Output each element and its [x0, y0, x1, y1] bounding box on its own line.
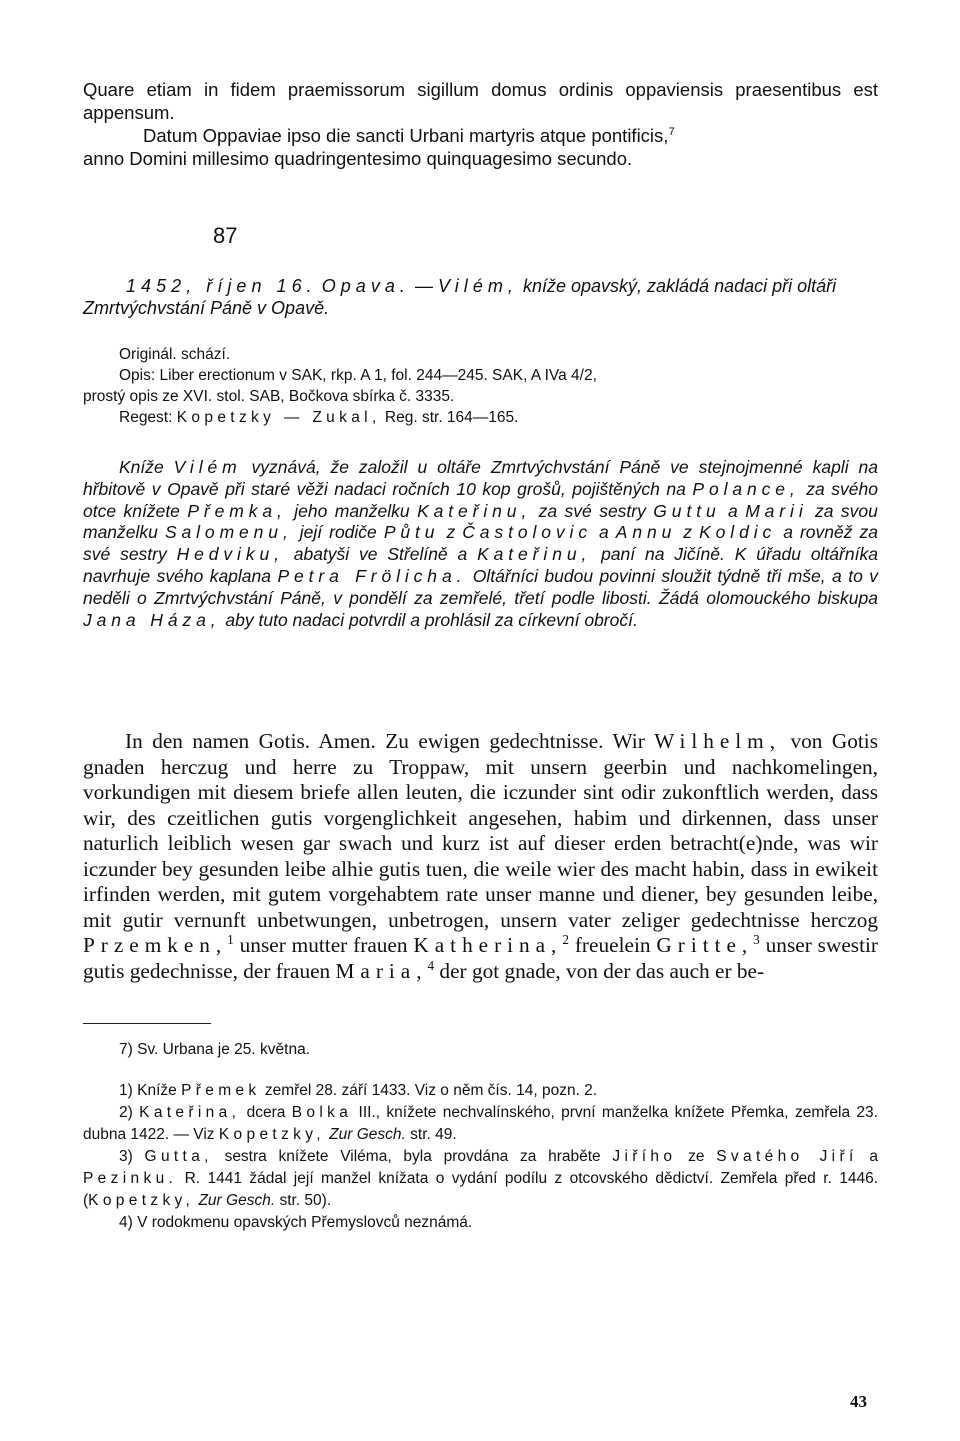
- sources-block: [83, 344, 878, 428]
- footnote-ref-1: 1: [227, 931, 234, 947]
- footnote-ref-3: 3: [753, 931, 760, 947]
- heading-date: 1452, říjen 16.: [126, 276, 317, 296]
- document-number: 87: [213, 223, 238, 248]
- footnote-ref-2: 2: [562, 931, 569, 947]
- source-copy-1: Opis: Liber erectionum v SAK, rkp. A 1, fol. 244—245. SAK, A IVa 4/2,: [119, 367, 597, 384]
- footnote-4: 4) V rodokmenu opavských Přemyslovců neznámá.: [119, 1214, 473, 1231]
- page-number: 43: [850, 1392, 867, 1411]
- main-charter-text: In den namen Gotis. Amen. Zu ewigen gedechtnisse. Wir Wilhelm, von Gotis gnaden herczug und herre zu Troppaw, mit unsern geerbin und nachkomelingen, vorkundigen mit diesem briefe allen leuten, die iczunder sint odir zukonftlich werden, dass wir, des czeitlichen gutis vorgenglichkeit angesehen, habim und dirkennen, dass unser naturlich leiblich wesen gar swach und kurz ist auf dieser erden betracht(e)nde, was wir iczunder bey gesunden leibe alhie gutis tuen, die weile wier des macht habin, dass in ewikeit irfinden werden, mit gutem vorgehabtem rate unser manne und diener, bey gesunden leibe, mit gutir vernunft unbetwungen, unbetrogen, unsern vater zeliger gedechtnisse herczog Przemken,$^1$ unser mutter frauen Katherina,$^2$ freuelein Gritte,$^3$ unser swestir gutis gedechnisse, der frauen Maria,$^4$ der got gnade, von der das auch er be-: [83, 729, 879, 983]
- footnote-divider: [83, 1023, 211, 1024]
- regest-paragraph: Kníže Vilém vyznává, že založil u oltáře Zmrtvýchvstání Páně ve stejnojmenné kapli na hřbitově v Opavě při staré věži nadaci ročních 10 kop grošů, pojištěných na Polance, za svého otce knížete Přemka, jeho manželku Kateřinu, za své sestry Guttu a Marii za svou manželku Salomenu, její rodiče Půtu z Častolovic a Annu z Koldic a rovněž za své sestry Hedviku, abatyši ve Střelíně a Kateřinu, paní na Jičíně. K úřadu oltářníka navrhuje svého kaplana Petra Frölicha. Oltářníci budou povinni sloužit týdně tři mše, a to v neděli o Zmrtvýchvstání Páně, v pondělí za zemřelé, třetí podle libosti. Žádá olomouckého biskupa Jana Háza, aby tuto nadaci potvrdil a prohlásil za církevní obročí.: [83, 457, 879, 630]
- source-regest: Regest: Kopetzky — Zukal, Reg. str. 164—165.: [119, 409, 519, 426]
- intro-line-1: Quare etiam in fidem praemissorum sigillum domus ordinis oppaviensis praesentibus est appensum.: [83, 79, 878, 123]
- document-heading: [83, 275, 878, 319]
- source-copy-2: prostý opis ze XVI. stol. SAB, Bočkova sbírka č. 3335.: [83, 388, 455, 405]
- intro-line-3: anno Domini millesimo quadringentesimo quinquagesimo secundo.: [83, 148, 633, 169]
- footnote-1: 1) Kníže Přemek zemřel 28. září 1433. Viz o něm čís. 14, pozn. 2.: [119, 1082, 598, 1099]
- heading-name: Vilém,: [438, 276, 518, 296]
- footnotes-list: [83, 1080, 878, 1234]
- source-original: Originál. schází.: [119, 346, 231, 363]
- intro-text: [83, 78, 878, 170]
- heading-place: Opava.: [321, 276, 410, 296]
- footnote-7: 7) Sv. Urbana je 25. května.: [119, 1041, 311, 1058]
- footnote-2: 2) Kateřina, dcera Bolka III., knížete nechvalínského, první manželka knížete Přemka, zemřela 23. dubna 1422. — Viz Kopetzky, Zur Gesch. str. 49.: [83, 1104, 878, 1143]
- footnote-ref-4: 4: [427, 957, 435, 973]
- footnote-3: 3) Gutta, sestra knížete Viléma, byla provdána za hraběte Jiřího ze Svatého Jiří a Pezinku. R. 1441 žádal její manžel knížata o vydání podílu z otcovského dědictví. Zemřela před r. 1446. (Kopetzky, Zur Gesch. str. 50).: [83, 1148, 878, 1209]
- footnote-ref-7: 7: [668, 125, 675, 138]
- heading-summary: kníže opavský, zakládá nadaci při oltáři Zmrtvýchvstání Páně v Opavě.: [83, 276, 837, 318]
- intro-line-2: Datum Oppaviae ipso die sancti Urbani martyris atque pontificis,$^7$: [143, 125, 675, 146]
- heading-dash: —: [415, 276, 433, 296]
